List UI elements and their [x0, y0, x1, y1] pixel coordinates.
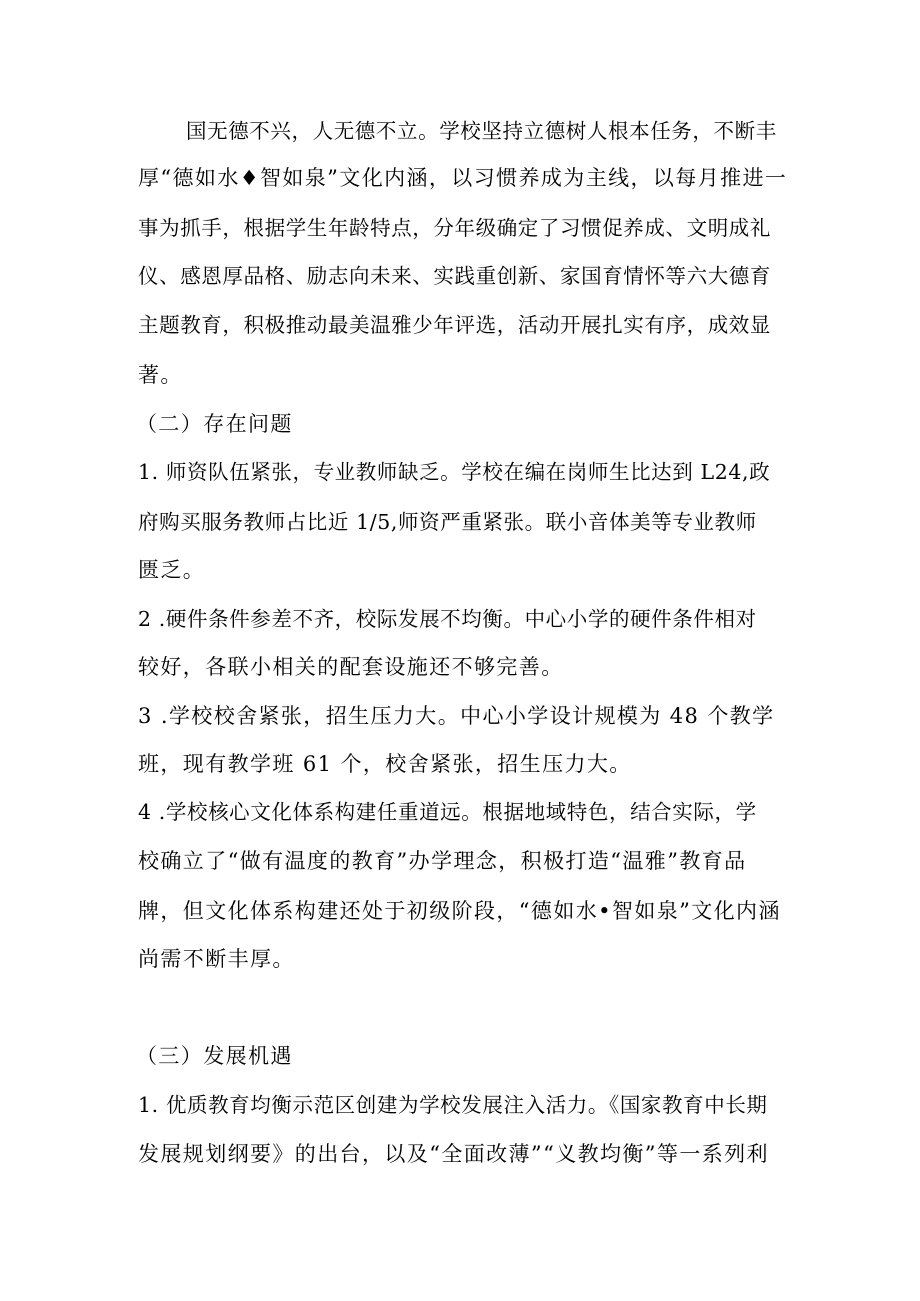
list-item-line: 牌，但文化体系构建还处于初级阶段，“德如水•智如泉”文化内涵	[138, 899, 781, 923]
list-item-line: 发展规划纲要》的出台，以及“全面改薄”“义教均衡”等一系列利	[138, 1142, 769, 1166]
list-item-line: 较好，各联小相关的配套设施还不够完善。	[138, 655, 564, 679]
paragraph-line: 事为抓手，根据学生年龄特点，分年级确定了习惯促养成、文明成礼	[138, 216, 771, 240]
list-item-line: 4 .学校核心文化体系构建任重道远。根据地域特色，结合实际，学	[138, 800, 757, 824]
list-item-line: 匮乏。	[138, 558, 206, 582]
paragraph-line: 著。	[138, 363, 183, 387]
list-item-line: 1. 师资队伍紧张，专业教师缺乏。学校在编在岗师生比达到 L24,政	[138, 460, 771, 484]
list-item-line: 班，现有教学班 61 个，校舍紧张，招生压力大。	[138, 752, 632, 776]
list-item-line: 3 .学校校舍紧张，招生压力大。中心小学设计规模为 48 个教学	[138, 704, 775, 728]
list-item-line: 府购买服务教师占比近 1/5,师资严重紧张。联小音体美等专业教师	[138, 510, 757, 534]
list-item-line: 尚需不断丰厚。	[138, 947, 295, 971]
paragraph-line: 仪、感恩厚品格、励志向未来、实践重创新、家国育情怀等六大德育	[138, 264, 771, 288]
section-heading-problems: （二）存在问题	[136, 412, 293, 436]
paragraph-line: 国无德不兴，人无德不立。学校坚持立德树人根本任务，不断丰	[186, 119, 777, 143]
paragraph-line: 主题教育，积极推动最美温雅少年评选，活动开展扎实有序，成效显	[138, 313, 771, 337]
list-item-line: 校确立了“做有温度的教育”办学理念，积极打造“温雅”教育品	[138, 849, 747, 873]
paragraph-line: 厚“德如水♦智如泉”文化内涵，以习惯养成为主线，以每月推进一	[138, 166, 788, 190]
section-heading-opportunities: （三）发展机遇	[136, 1044, 293, 1068]
list-item-line: 1. 优质教育均衡示范区创建为学校发展注入活力。《国家教育中长期	[138, 1093, 768, 1117]
list-item-line: 2 .硬件条件参差不齐，校际发展不均衡。中心小学的硬件条件相对	[138, 607, 757, 631]
